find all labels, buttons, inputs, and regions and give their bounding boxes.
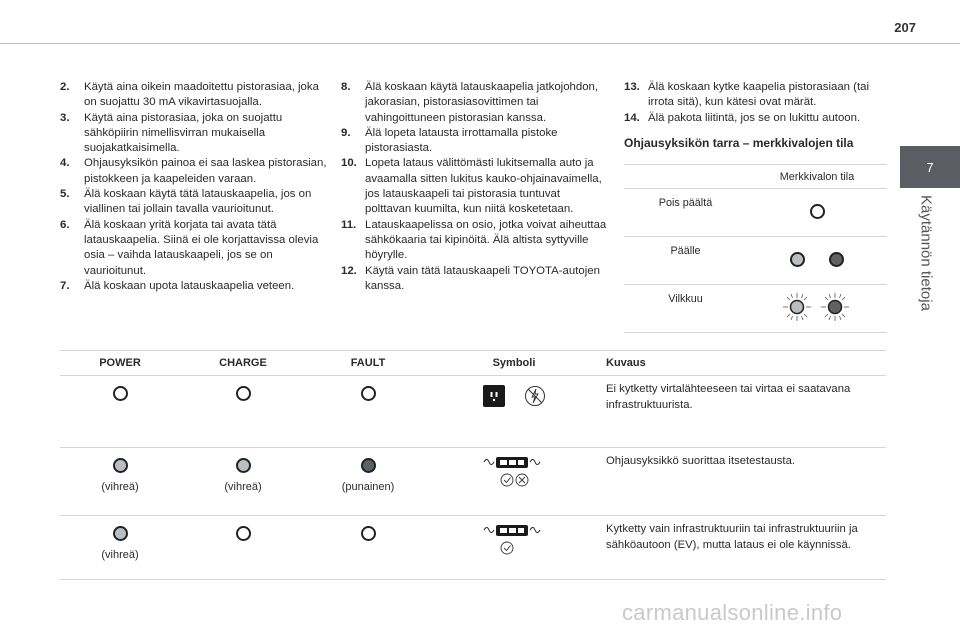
row-description: Ei kytketty virtalähteeseen tai virtaa ei saatavana infrastruktuurista. [598,376,886,448]
list-item [341,264,609,295]
no-power-icon [524,385,546,407]
power-light-off-icon [113,386,128,401]
table-row [60,516,886,580]
header-symbol: Symboli [430,351,598,376]
list-item [60,187,328,218]
column-3 [624,80,886,151]
empty-header [624,165,747,189]
item-text: Älä koskaan käytä tätä latauskaapelia, jos on viallinen tai jollain tavalla vaurioitunut. [84,188,312,216]
item-number: 3. [60,111,70,124]
control-unit-connected-icon [482,522,546,558]
list-item [341,156,609,217]
charge-light-off-icon [236,386,251,401]
item-text: Älä koskaan käytä latauskaapelia jatkojohdon, jakorasian, pistorasiasovittimen tai vahingoittuneen pistorasian kanssa. [365,81,599,124]
list-item [60,111,328,157]
item-text: Älä koskaan yritä korjata tai avata tätä latauskaapelia. Siinä ei ole korjattavissa olevia osia – vaihda latauskaapeli, jos se on vaurioitunut. [84,218,319,277]
list-item [624,80,886,111]
item-number: 14. [624,111,640,124]
table-row [60,448,886,516]
header-divider [0,43,960,44]
page-number: 207 [894,20,916,35]
power-light-green-icon [113,526,128,541]
item-number: 5. [60,188,70,201]
item-number: 12. [341,264,357,277]
row-description: Ohjausyksikkö suorittaa itsetestausta. [598,448,886,516]
fault-light-red-icon [361,458,376,473]
header-description: Kuvaus [598,351,886,376]
chapter-tab[interactable] [900,146,960,188]
status-symbol-blink [747,285,887,333]
status-label-off: Pois päältä [624,189,747,237]
item-text: Ohjausyksikön painoa ei saa laskea pistorasian, pistokkeen ja kaapeleiden varaan. [84,157,327,185]
item-text: Käytä vain tätä latauskaapeli TOYOTA-autojen kanssa. [365,264,600,292]
control-unit-selftest-icon [482,454,546,490]
item-text: Latauskaapelissa on osio, jotka voivat aiheuttaa sähkökaaria tai kipinöitä. Älä altista syttyville höyrylle. [365,218,607,262]
light-off-icon [810,204,825,219]
status-symbol-off [747,189,887,237]
list-item [341,80,609,126]
fault-light-off-icon [361,526,376,541]
row-description: Kytketty vain infrastruktuuriin tai infrastruktuuriin ja sähköautoon (EV), mutta lataus ei ole käynnissä. [598,516,886,580]
list-item [341,126,609,157]
item-text: Älä koskaan kytke kaapelia pistorasiaan (tai irrota sitä), kun kätesi ovat märät. [648,81,869,109]
list-item [341,218,609,264]
power-caption: (vihreä) [101,481,139,493]
indicator-header: Merkkivalon tila [747,165,887,189]
item-number: 4. [60,157,70,170]
item-text: Käytä aina pistorasiaa, joka on suojattu sähköpiirin nimellisvirran mukaisella suojakatkaisimella. [84,111,283,155]
light-blink-icon [777,289,857,325]
item-number: 2. [60,81,70,93]
column-2 [341,80,609,294]
chapter-title [916,195,936,345]
chapter-number: 7 [926,159,934,175]
power-caption: (vihreä) [101,549,139,561]
light-on-green-icon [790,252,805,267]
item-text: Lopeta lataus välittömästi lukitsemalla auto ja avaamalla sitten lukitus kauko-ohjainavaimella, jos latauskaapeli tai pistorasia tuntuvat polttavan kuumilta, kun niitä kosketetaan. [365,157,602,216]
light-on-red-icon [829,252,844,267]
item-text: Älä lopeta latausta irrottamalla pistoke pistorasiasta. [365,126,558,155]
list-item [624,111,886,126]
list-item [60,218,328,279]
item-number: 9. [341,126,351,139]
watermark: carmanualsonline.info [622,600,843,625]
list-item [60,279,328,294]
status-label-blink: Vilkkuu [624,285,747,333]
charge-light-green-icon [236,458,251,473]
header-fault: FAULT [306,351,430,376]
item-number: 8. [341,81,351,93]
status-label-on: Päälle [624,237,747,285]
indicator-table [624,164,887,333]
indicator-heading: Ohjausyksikön tarra – merkkivalojen tila [624,135,854,150]
fault-light-off-icon [361,386,376,401]
status-symbol-on [747,237,887,285]
table-row [60,376,886,448]
header-charge: CHARGE [180,351,306,376]
charge-caption: (vihreä) [224,481,262,493]
outlet-icon [482,384,506,408]
power-light-green-icon [113,458,128,473]
header-power: POWER [60,351,180,376]
item-number: 13. [624,81,640,93]
charge-light-off-icon [236,526,251,541]
item-number: 10. [341,157,357,170]
chapter-title-text: Käytännön tietoja [917,195,935,311]
item-number: 6. [60,218,70,231]
column-1 [60,80,328,294]
item-number: 7. [60,279,70,292]
item-number: 11. [341,218,357,231]
list-item [60,80,328,111]
item-text: Älä koskaan upota latauskaapelia veteen. [84,279,295,292]
item-text: Älä pakota liitintä, jos se on lukittu autoon. [648,111,861,124]
list-item [60,156,328,187]
item-text: Käytä aina oikein maadoitettu pistorasiaa, joka on suojattu 30 mA vikavirtasuojalla. [84,81,319,109]
fault-caption: (punainen) [341,481,395,493]
status-table [60,350,886,580]
